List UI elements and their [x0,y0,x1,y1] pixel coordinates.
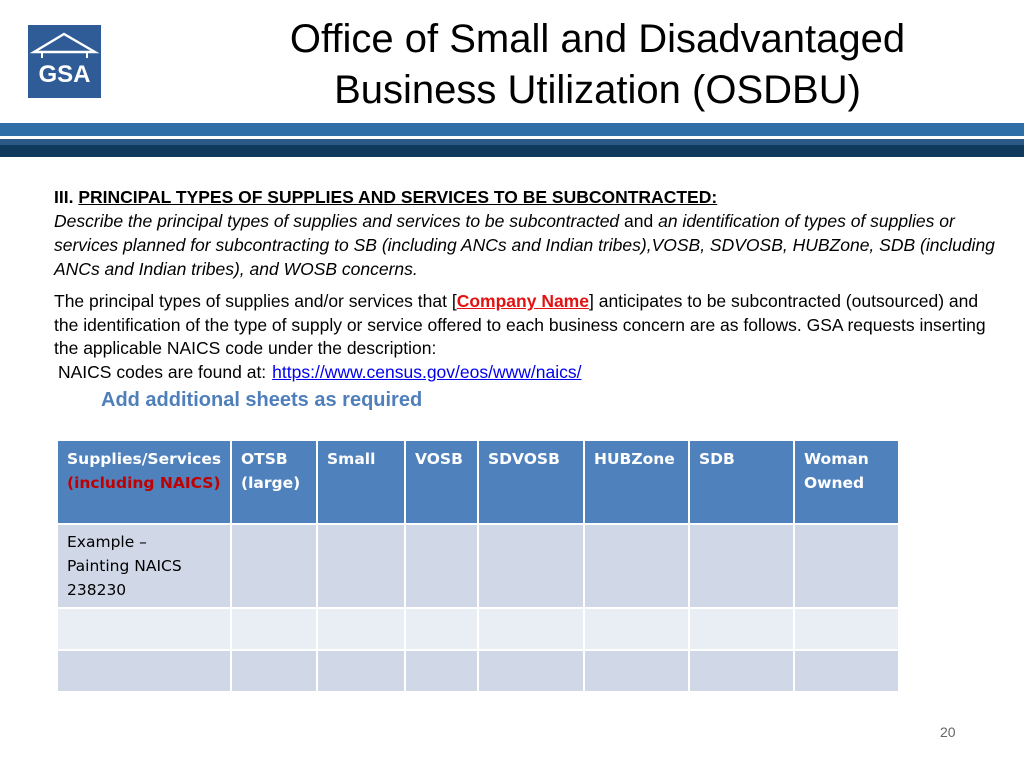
table-cell[interactable] [232,651,316,691]
header-supplies-sub: (including NAICS) [67,474,221,492]
description-and: and [619,211,659,231]
naics-label: NAICS codes are found at: [58,361,267,382]
section-heading-text: PRINCIPAL TYPES OF SUPPLIES AND SERVICES TO BE SUBCONTRACTED: [78,187,718,207]
header-woman-sub: Owned [804,474,865,492]
title-line-1: Office of Small and Disadvantaged [289,17,906,61]
table-cell[interactable] [690,609,793,649]
paragraph-after: ] anticipates to be subcontracted (outsourced) and the identification of the type of supply or service offered to each business concern are as follows. GSA requests inserting the applicable NAICS code under the description: [54,291,986,358]
naics-line [54,361,999,385]
table-cell[interactable] [585,651,688,691]
header-sdb: SDB [690,441,793,523]
table-cell[interactable] [585,525,688,607]
table-cell[interactable] [406,651,477,691]
section-description [54,209,999,281]
company-name-placeholder[interactable]: Company Name [456,291,589,311]
section-heading [54,185,999,209]
table-cell[interactable] [795,651,898,691]
table-cell[interactable] [795,525,898,607]
table-cell[interactable] [479,609,583,649]
table-cell[interactable] [318,651,404,691]
header-otsb-label: OTSB [241,450,288,468]
example-line-1: Example – [67,533,147,551]
section-number: III. [54,187,74,207]
table-header-row [58,441,898,523]
table-cell[interactable] [406,609,477,649]
header-supplies-label: Supplies/Services [67,450,222,468]
subcontracting-table [56,439,900,693]
example-line-3: 238230 [67,581,127,599]
table-cell[interactable] [585,609,688,649]
description-part-2: an identification of types of supplies or services planned for subcontracting to SB (including ANCs and Indian tribes),VOSB, SDVOSB, HUBZone, SDB (including ANCs and Indian tribes), and WOSB concerns. [54,211,995,279]
header-otsb [232,441,316,523]
gsa-logo [28,25,101,98]
table-cell[interactable] [232,525,316,607]
instructions-paragraph [54,290,999,361]
table-cell[interactable] [406,525,477,607]
header-woman-owned [795,441,898,523]
header-hubzone: HUBZone [585,441,688,523]
svg-text:GSA: GSA [38,61,91,88]
header-band-top [0,123,1024,136]
table-cell[interactable] [318,609,404,649]
header-vosb: VOSB [406,441,477,523]
table-cell[interactable] [318,525,404,607]
header-woman-label: Woman [804,450,869,468]
table-cell[interactable] [58,609,230,649]
table-cell[interactable] [58,651,230,691]
page-number: 20 [940,724,956,740]
header-small: Small [318,441,404,523]
header-sdvosb: SDVOSB [479,441,583,523]
paragraph-before: The principal types of supplies and/or services that [ [54,291,457,311]
naics-link[interactable]: https://www.census.gov/eos/www/naics/ [272,361,582,382]
title-line-2: Business Utilization (OSDBU) [334,68,861,112]
table-cell[interactable] [479,651,583,691]
example-line-2: Painting NAICS [67,557,182,575]
table-row [58,525,898,607]
table-row [58,651,898,691]
table-cell[interactable] [795,609,898,649]
example-cell[interactable] [58,525,230,607]
header-band-bottom [0,145,1024,157]
table-cell[interactable] [232,609,316,649]
table-cell[interactable] [690,651,793,691]
header-supplies-services [58,441,230,523]
header-otsb-sub: (large) [241,474,301,492]
page-title [230,14,965,116]
table-cell[interactable] [690,525,793,607]
main-content [54,185,999,414]
add-sheets-note: Add additional sheets as required [101,389,423,411]
table-cell[interactable] [479,525,583,607]
description-part-1: Describe the principal types of supplies and services to be subcontracted [54,211,620,231]
gsa-logo-icon [28,25,101,98]
table-row [58,609,898,649]
